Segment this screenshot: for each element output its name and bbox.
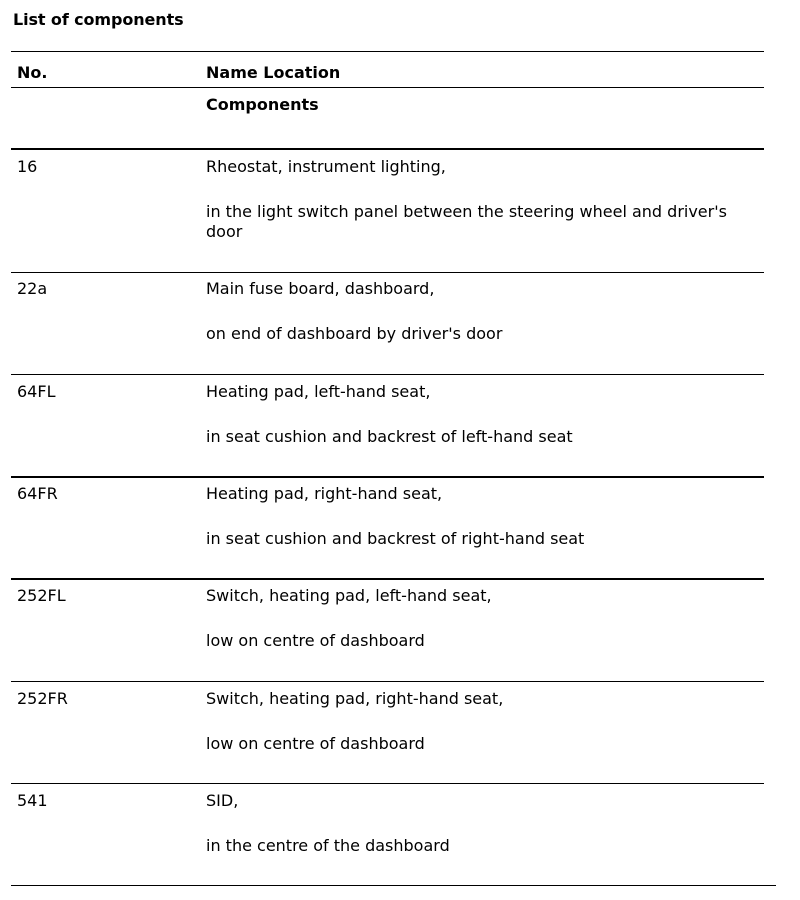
row-no: 16 <box>17 157 38 176</box>
row-location: on end of dashboard by driver's door <box>206 324 503 343</box>
row-divider <box>11 374 764 375</box>
row-no: 64FL <box>17 382 56 401</box>
row-divider <box>11 476 764 478</box>
row-no: 252FR <box>17 689 68 708</box>
row-no: 541 <box>17 791 48 810</box>
table-top-rule <box>11 51 764 52</box>
row-location: in the centre of the dashboard <box>206 836 450 855</box>
row-name: Switch, heating pad, left-hand seat, <box>206 586 492 605</box>
row-name: Main fuse board, dashboard, <box>206 279 435 298</box>
row-no: 252FL <box>17 586 66 605</box>
row-divider <box>11 272 764 273</box>
row-location: in the light switch panel between the steering wheel and driver's door <box>206 202 727 241</box>
table-bottom-rule <box>11 885 776 886</box>
column-subheader-components: Components <box>206 95 319 114</box>
column-header-no: No. <box>17 63 48 82</box>
row-name: Rheostat, instrument lighting, <box>206 157 446 176</box>
row-name: Heating pad, left-hand seat, <box>206 382 431 401</box>
page-title: List of components <box>13 10 184 29</box>
row-location: low on centre of dashboard <box>206 734 425 753</box>
row-divider <box>11 681 764 682</box>
row-location: in seat cushion and backrest of right-hand seat <box>206 529 585 548</box>
row-name: Switch, heating pad, right-hand seat, <box>206 689 504 708</box>
column-header-name-location: Name Location <box>206 63 341 82</box>
row-name: SID, <box>206 791 239 810</box>
row-divider <box>11 148 764 150</box>
header-rule <box>11 87 764 88</box>
row-divider <box>11 578 764 580</box>
row-location: low on centre of dashboard <box>206 631 425 650</box>
row-location: in seat cushion and backrest of left-hand seat <box>206 427 573 446</box>
row-divider <box>11 783 764 784</box>
row-no: 64FR <box>17 484 58 503</box>
row-name: Heating pad, right-hand seat, <box>206 484 443 503</box>
row-no: 22a <box>17 279 48 298</box>
